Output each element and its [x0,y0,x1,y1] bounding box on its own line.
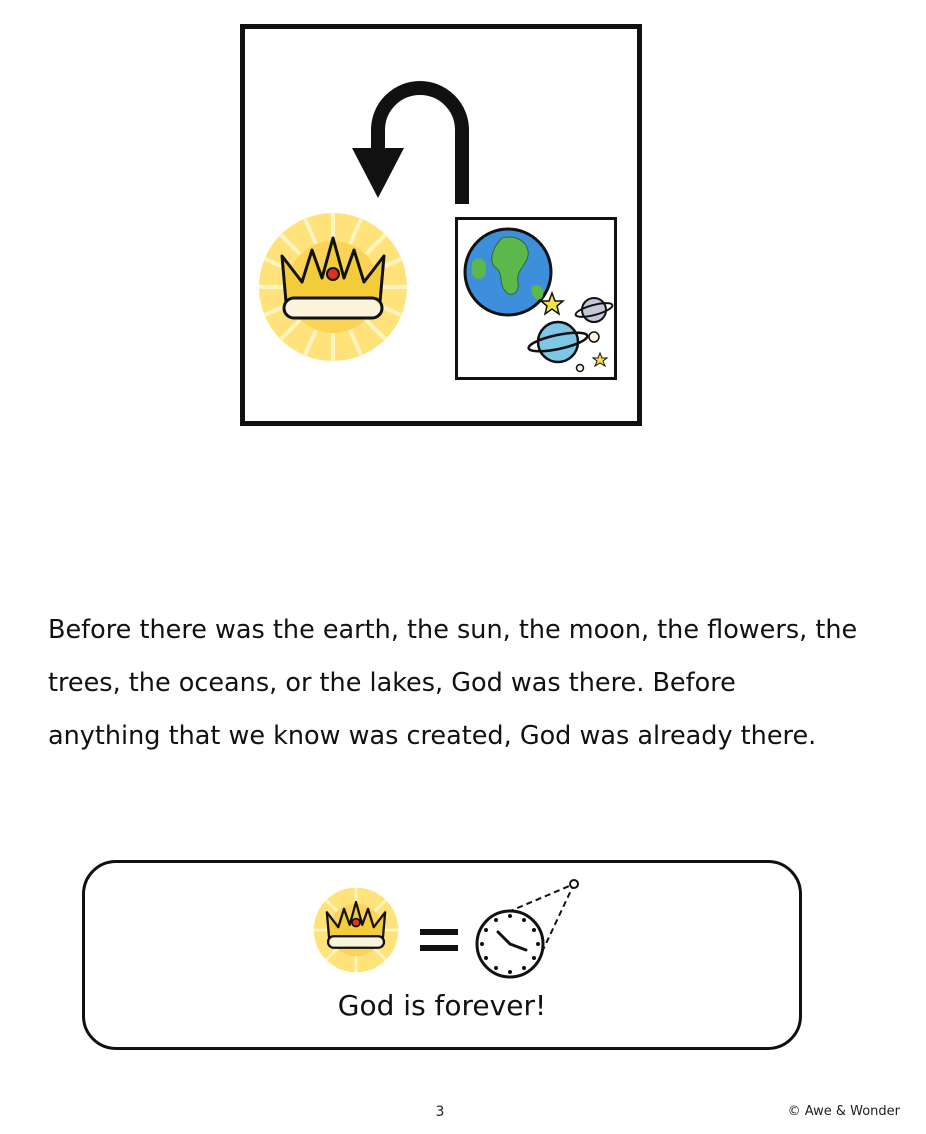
story-line: anything that we know was created, God was already there. [48,721,817,751]
universe-frame [455,217,617,380]
page-number: 3 [435,1104,445,1120]
story-line: trees, the oceans, or the lakes, God was there. Before [48,668,736,698]
story-line: Before there was the earth, the sun, the moon, the flowers, the [48,615,858,645]
crown-halo-icon [312,886,400,974]
universe-icon [458,220,614,377]
crown-halo-icon [256,210,410,364]
story-paragraph [48,604,888,763]
summary-caption: God is forever! [337,989,547,1022]
equals-icon [420,926,460,956]
copyright-notice: © Awe & Wonder [787,1104,900,1119]
clock-icon [474,876,584,982]
u-turn-arrow-icon [350,72,480,212]
